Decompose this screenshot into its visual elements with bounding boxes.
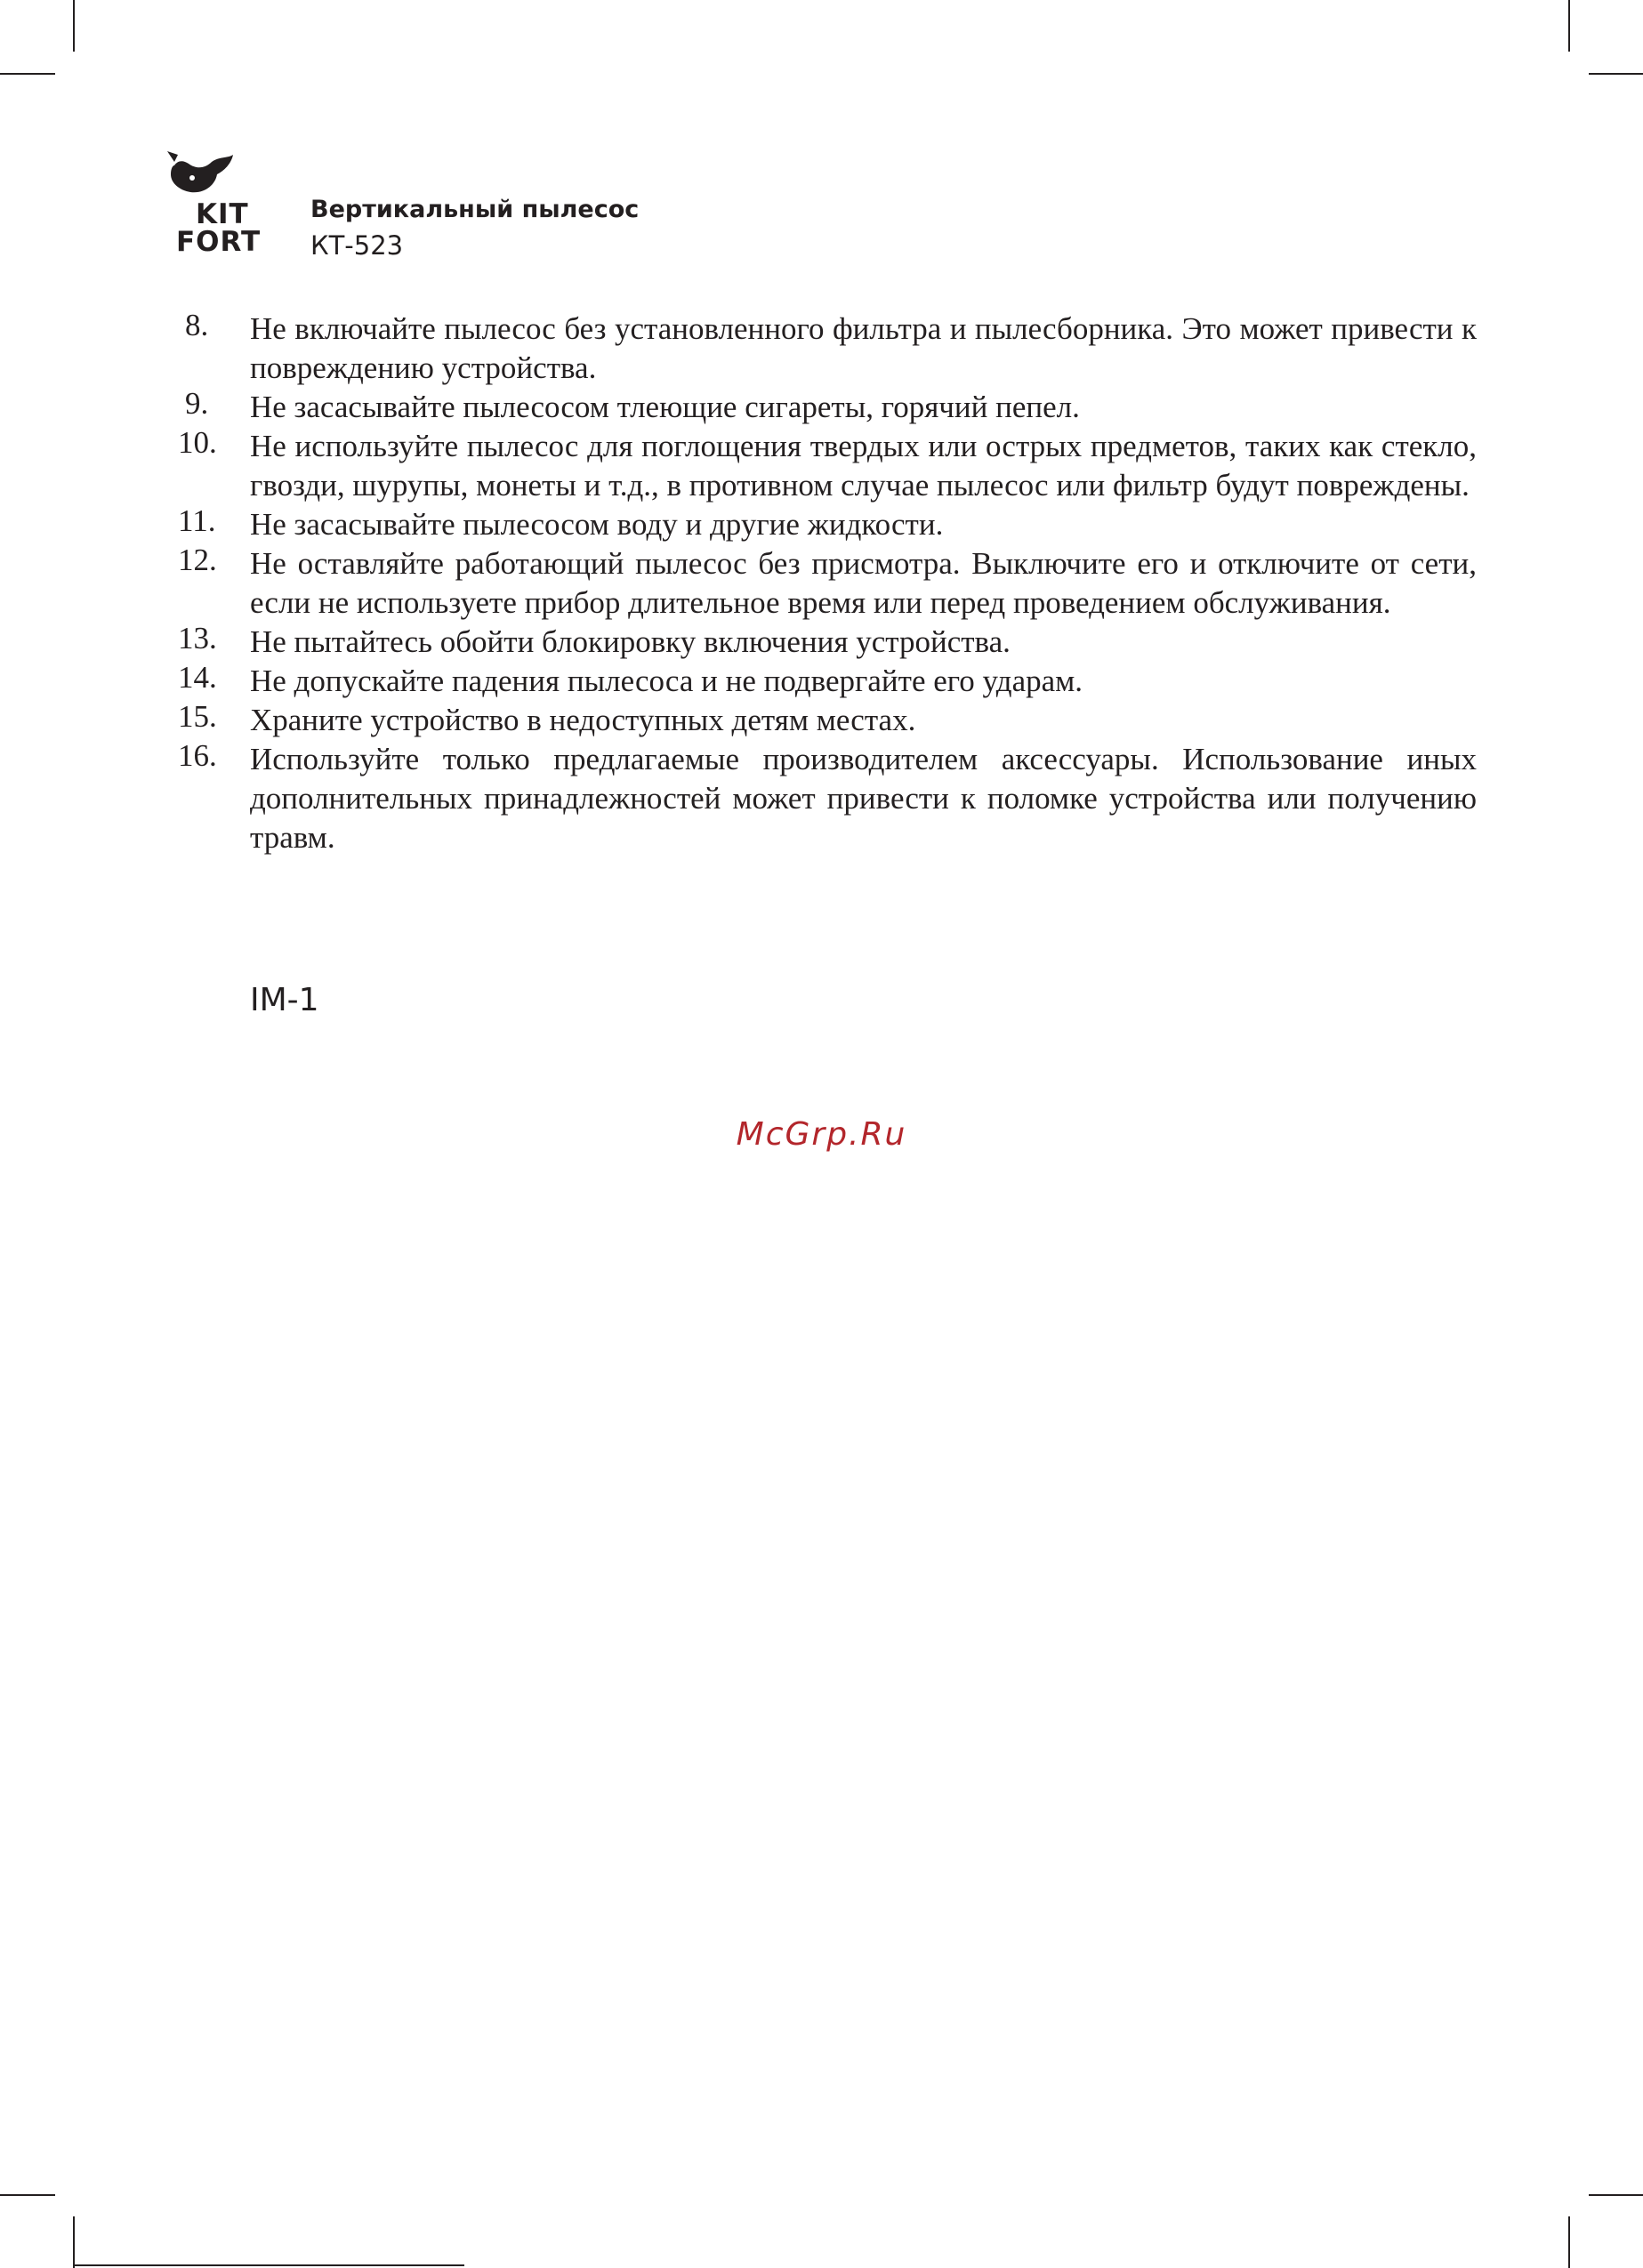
list-item-number: 9. xyxy=(185,386,209,421)
crop-mark-top-right-horizontal xyxy=(1589,73,1643,75)
list-item-text: Не оставляйте работающий пылесос без присмотра. Выключите его и отключите от сети, если не используете прибор длительное время или перед проведением обслуживания. xyxy=(250,546,1477,620)
crop-mark-bottom-left-vertical xyxy=(73,2216,75,2268)
logo-line-2: FORT xyxy=(176,226,262,258)
list-item-text: Храните устройство в недоступных детям местах. xyxy=(250,703,916,737)
crop-mark-top-right-vertical xyxy=(1568,0,1570,52)
list-item-number: 11. xyxy=(178,503,216,538)
list-item-text: Не засасывайте пылесосом тлеющие сигареты, горячий пепел. xyxy=(250,390,1080,424)
crop-mark-top-left-vertical xyxy=(73,0,75,52)
list-item-text: Не допускайте падения пылесоса и не подвергайте его ударам. xyxy=(250,664,1083,698)
list-item xyxy=(178,740,1477,857)
list-item-text: Не включайте пылесос без установленного фильтра и пылесборника. Это может привести к повреждению устройства. xyxy=(250,311,1477,385)
list-item-number: 15. xyxy=(178,699,217,734)
document-code: IM-1 xyxy=(250,982,319,1018)
watermark-link[interactable]: McGrp.Ru xyxy=(736,1116,907,1153)
safety-rules-list xyxy=(178,310,1477,857)
cat-icon xyxy=(165,149,237,203)
kitfort-logo xyxy=(160,149,280,261)
list-item-text: Не используйте пылесос для поглощения твердых или острых предметов, таких как стекло, гвозди, шурупы, монеты и т.д., в противном случае пылесос или фильтр будут повреждены. xyxy=(250,429,1477,503)
list-item-number: 16. xyxy=(178,738,217,773)
list-item xyxy=(178,623,1477,662)
logo-line-1: KIT xyxy=(196,198,249,230)
crop-mark-bottom-right-horizontal xyxy=(1589,2194,1643,2196)
list-item xyxy=(178,662,1477,701)
list-item-text: Не пытайтесь обойти блокировку включения устройства. xyxy=(250,624,1011,659)
bottom-divider xyxy=(73,2264,464,2266)
list-item xyxy=(178,544,1477,623)
list-item-number: 14. xyxy=(178,660,217,695)
list-item-number: 8. xyxy=(185,308,209,342)
list-item xyxy=(178,388,1477,427)
list-item xyxy=(178,427,1477,505)
crop-mark-bottom-left-horizontal xyxy=(0,2194,55,2196)
list-item-number: 12. xyxy=(178,543,217,577)
list-item-text: Используйте только предлагаемые производителем аксессуары. Использование иных дополнительных принадлежностей может привести к поломке устройства или получению травм. xyxy=(250,742,1477,855)
list-item-number: 10. xyxy=(178,425,217,460)
crop-mark-bottom-right-vertical xyxy=(1568,2216,1570,2268)
page-title: Вертикальный пылесос xyxy=(310,196,640,223)
list-item-number: 13. xyxy=(178,621,217,655)
model-number: КТ-523 xyxy=(310,230,404,261)
list-item xyxy=(178,701,1477,740)
list-item xyxy=(178,505,1477,544)
list-item-text: Не засасывайте пылесосом воду и другие жидкости. xyxy=(250,507,944,542)
logo-wordmark xyxy=(176,198,262,258)
list-item xyxy=(178,310,1477,388)
crop-mark-top-left-horizontal xyxy=(0,73,55,75)
